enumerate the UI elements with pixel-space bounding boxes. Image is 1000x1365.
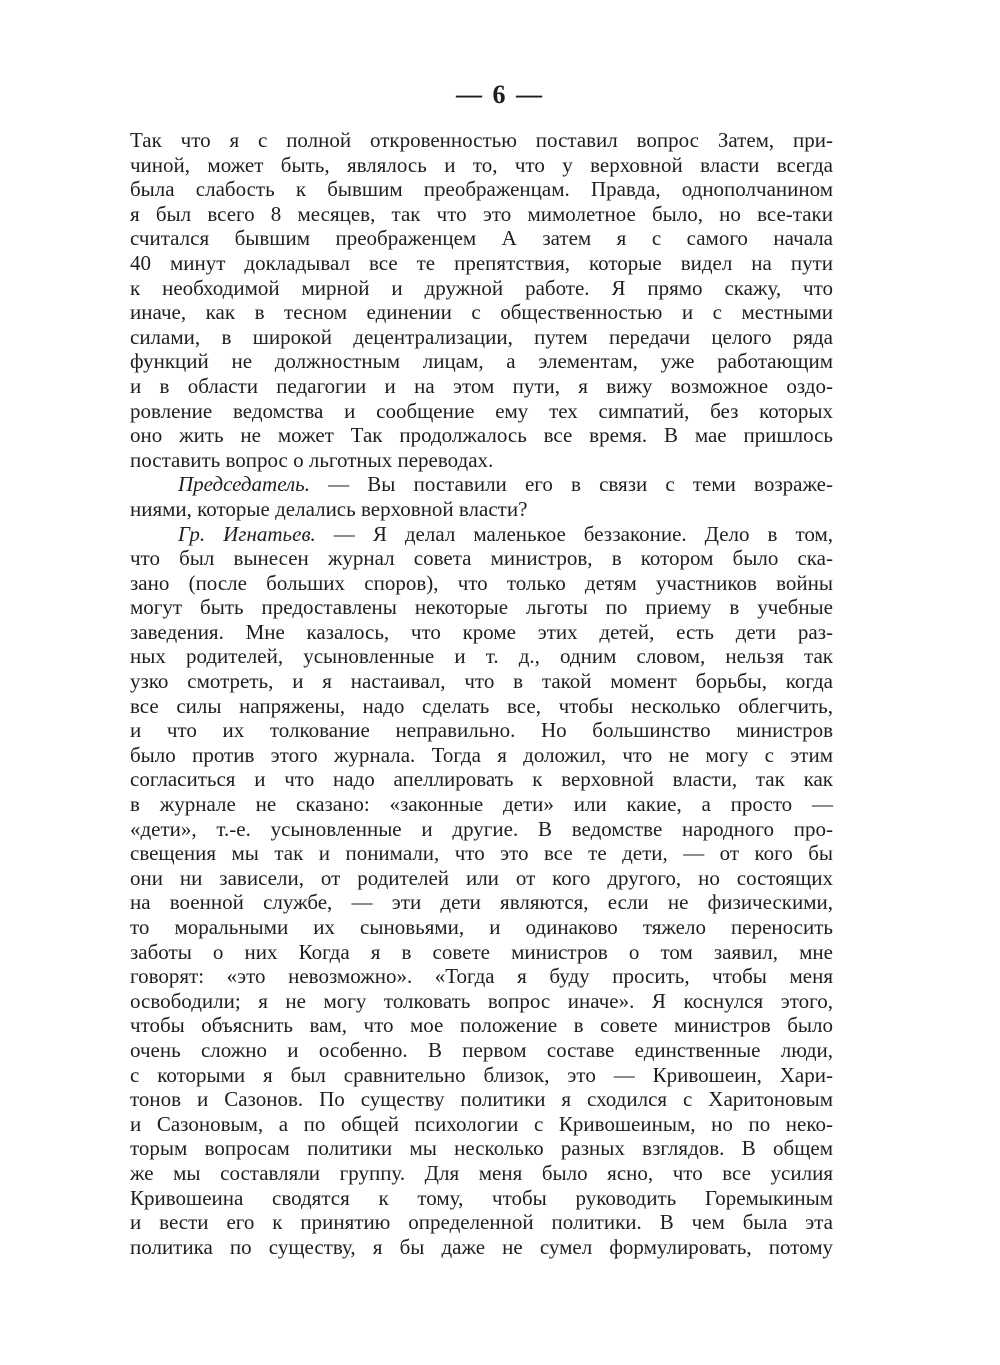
text-line [130, 497, 833, 522]
text-line [130, 743, 833, 768]
line-text: 40 минут докладывал все те препятствия, которые видел на пути [130, 250, 833, 275]
line-text: могут быть предоставлены некоторые льготы по приему в учебные [130, 595, 833, 620]
line-text: Кривошеина сводятся к тому, чтобы руководить Горемыкиным [130, 1185, 833, 1210]
line-text: свещения мы так и понимали, что это все те дети, — от кого бы [130, 841, 833, 866]
line-text: была слабость к бывшим преображенцам. Правда, однополчанином [130, 177, 833, 202]
text-line [130, 989, 833, 1014]
text-line [130, 153, 833, 178]
text-line [130, 1013, 833, 1038]
line-text: поставить вопрос о льготных переводах. [130, 447, 494, 472]
line-text: — Я делал маленькое беззаконие. Дело в том, [315, 521, 833, 546]
text-line [130, 718, 833, 743]
line-text: они ни зависели, от родителей или от кого другого, но состоящих [130, 865, 833, 890]
text-line [130, 472, 833, 497]
line-text: к необходимой мирной и дружной работе. Я прямо скажу, что [130, 275, 833, 300]
line-text: и вести его к принятию определенной политики. В чем была эта [130, 1210, 833, 1235]
text-line [130, 177, 833, 202]
text-line [130, 300, 833, 325]
text-line [130, 694, 833, 719]
text-line [130, 940, 833, 965]
text-line [130, 1087, 833, 1112]
line-text: — Вы поставили его в связи с теми возраже- [309, 472, 833, 497]
line-text: политика по существу, я бы даже не сумел формулировать, потому [130, 1234, 833, 1259]
text-line [130, 620, 833, 645]
line-text: очень сложно и особенно. В первом составе единственные люди, [130, 1037, 833, 1062]
text-line [130, 349, 833, 374]
line-text: что был вынесен журнал совета министров, в котором было ска- [130, 546, 833, 571]
text-line [130, 448, 833, 473]
line-text: зано (после больших споров), что только детям участников войны [130, 570, 833, 595]
text-line [130, 226, 833, 251]
line-text: все силы напряжены, надо сделать все, чтобы несколько облегчить, [130, 693, 833, 718]
page-number: — 6 — [456, 80, 544, 109]
line-text: силами, в широкой децентрализации, путем передачи целого ряда [130, 324, 833, 349]
line-text: заботы о них Когда я в совете министров о том заявил, мне [130, 939, 833, 964]
text-line [130, 792, 833, 817]
text-line [130, 890, 833, 915]
body-text [130, 128, 833, 1259]
speaker-name: Председатель. [178, 472, 310, 497]
text-line [130, 915, 833, 940]
line-text: то моральными их сыновьями, и одинаково тяжело переносить [130, 915, 833, 939]
text-line [130, 399, 833, 424]
line-text: согласиться и что надо апеллировать к верховной власти, так как [130, 767, 833, 792]
line-text: я был всего 8 месяцев, так что это мимолетное было, но все-таки [130, 201, 833, 226]
line-text: заведения. Мне казалось, что кроме этих детей, есть дети раз- [130, 619, 833, 644]
line-text: же мы составляли группу. Для меня было ясно, что все усилия [130, 1160, 833, 1185]
line-text: оно жить не может Так продолжалось все время. В мае пришлось [130, 423, 833, 448]
text-line [130, 202, 833, 227]
text-line [130, 1210, 833, 1235]
text-line [130, 1136, 833, 1161]
text-line [130, 817, 833, 842]
text-line [130, 964, 833, 989]
text-line [130, 571, 833, 596]
line-text: ровление ведомства и сообщение ему тех симпатий, без которых [130, 398, 833, 423]
line-text: в журнале не сказано: «законные дети» или какие, а просто — [130, 792, 833, 817]
line-text: чтобы объяснить вам, что мое положение в совете министров было [130, 1013, 833, 1038]
line-text: освободили; я не могу толковать вопрос иначе». Я коснулся этого, [130, 988, 833, 1013]
text-line [130, 841, 833, 866]
line-text: считался бывшим преображенцем А затем я с самого начала [130, 226, 833, 251]
text-line [130, 1161, 833, 1186]
line-text: было против этого журнала. Тогда я доложил, что не могу с этим [130, 742, 833, 767]
text-line [130, 374, 833, 399]
line-text: торым вопросам политики мы несколько разных взглядов. В общем [130, 1136, 833, 1161]
line-text: Так что я с полной откровенностью поставил вопрос Затем, при- [130, 128, 833, 152]
text-line [130, 276, 833, 301]
text-line [130, 423, 833, 448]
line-text: и Сазоновым, а по общей психологии с Кривошеиным, но по неко- [130, 1111, 833, 1136]
text-line [130, 767, 833, 792]
line-text: ных родителей, усыновленные и т. д., одним словом, нельзя так [130, 644, 833, 669]
text-line [130, 325, 833, 350]
text-line [130, 128, 833, 153]
line-text: с которыми я был сравнительно близок, это — Кривошеин, Хари- [130, 1062, 833, 1087]
text-line [130, 1063, 833, 1088]
line-text: иначе, как в тесном единении с общественностью и с местными [130, 300, 833, 325]
text-line [130, 1112, 833, 1137]
line-text: функций не должностным лицам, а элементам, уже работающим [130, 349, 833, 374]
text-line [130, 546, 833, 571]
line-text: тонов и Сазонов. По существу политики я сходился с Харитоновым [130, 1087, 833, 1112]
text-line [130, 522, 833, 547]
line-text: узко смотреть, и я настаивал, что в такой момент борьбы, когда [130, 669, 833, 694]
line-text: и в области педагогии и на этом пути, я вижу возможное оздо- [130, 373, 833, 398]
line-text: и что их толкование неправильно. Но большинство министров [130, 718, 833, 743]
text-line [130, 1186, 833, 1211]
text-line [130, 251, 833, 276]
text-line [130, 644, 833, 669]
line-text: на военной службе, — эти дети являются, если не физическими, [130, 890, 833, 915]
line-text: «дети», т.-е. усыновленные и другие. В ведомстве народного про- [130, 816, 833, 841]
line-text: ниями, которые делались верховной власти? [130, 496, 528, 521]
speaker-name: Гр. Игнатьев. [178, 521, 316, 546]
line-text: говорят: «это невозможно». «Тогда я буду просить, чтобы меня [130, 964, 833, 989]
text-line [130, 866, 833, 891]
text-line [130, 1038, 833, 1063]
text-line [130, 595, 833, 620]
line-text: чиной, может быть, являлось и то, что у верховной власти всегда [130, 152, 833, 177]
text-line [130, 669, 833, 694]
text-line [130, 1235, 833, 1260]
